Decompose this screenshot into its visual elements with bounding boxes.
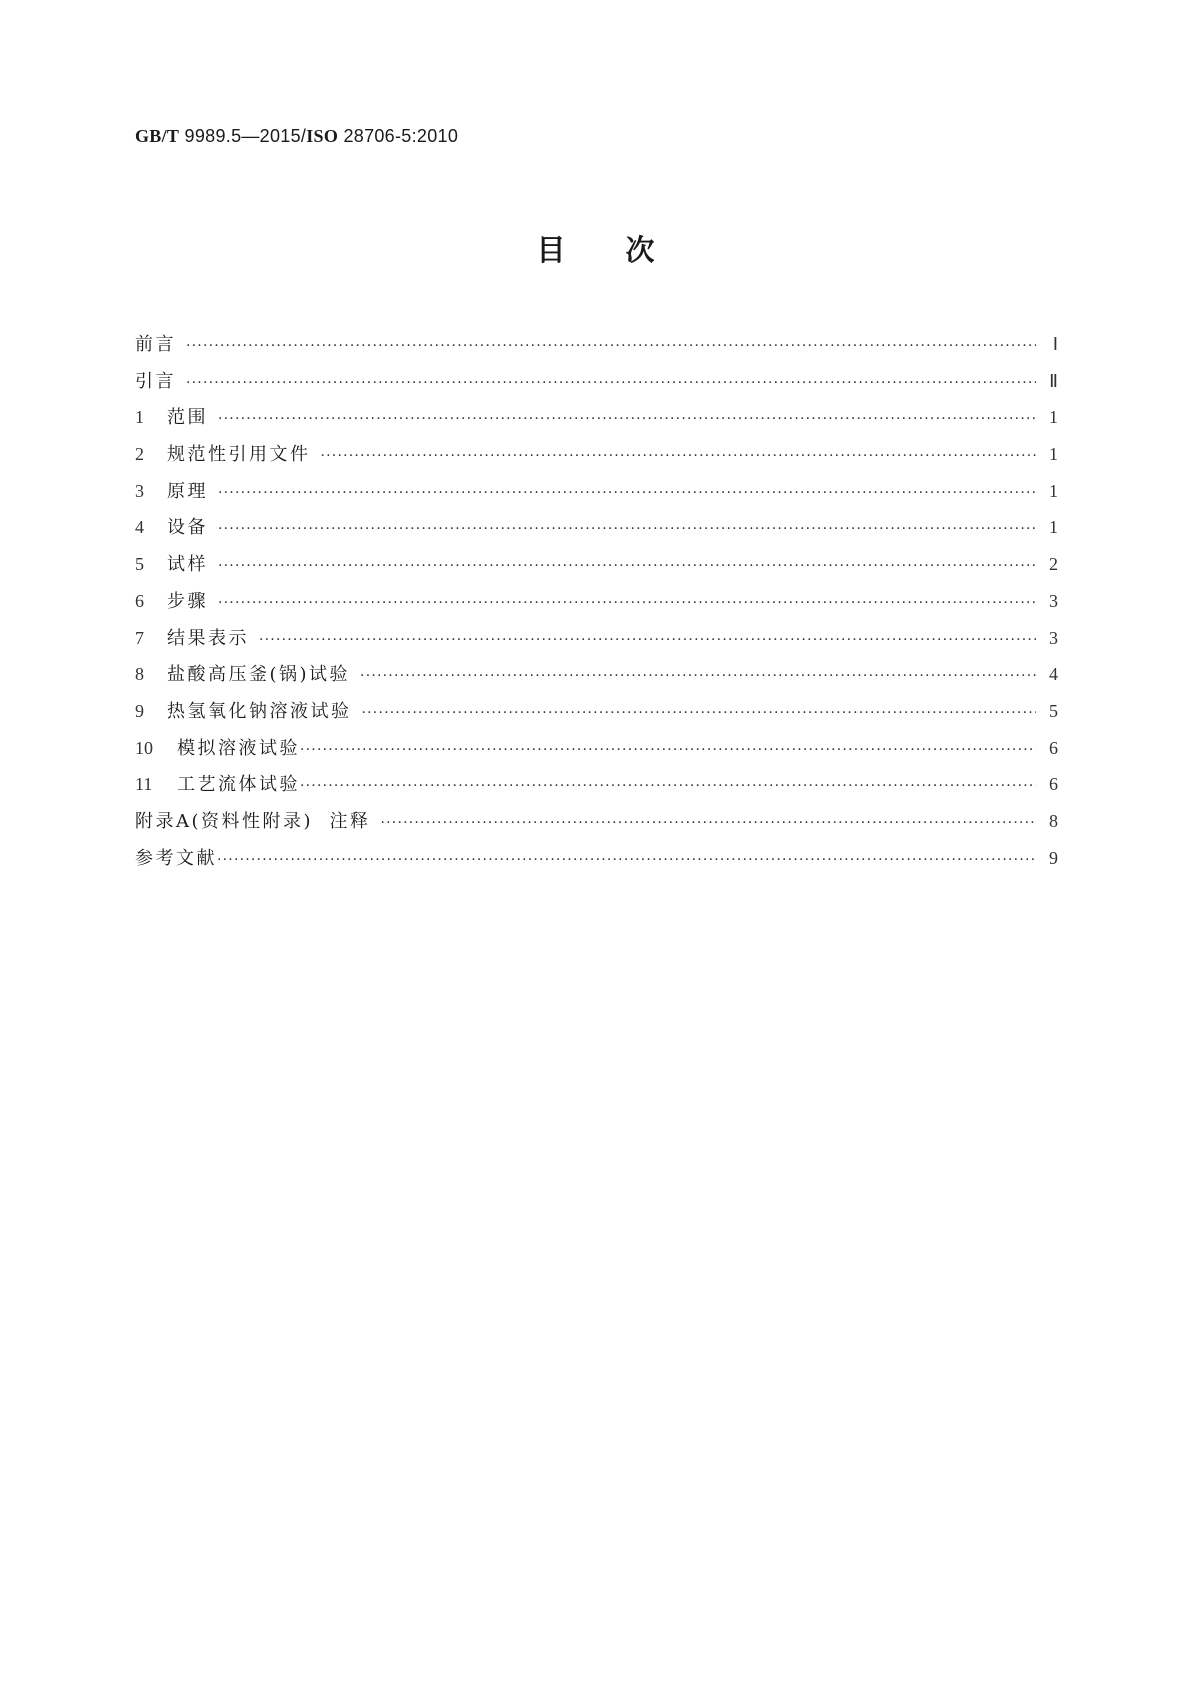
toc-section-number: 9 (135, 700, 144, 721)
toc-item-principle[interactable] (135, 473, 1058, 510)
toc-page-number: 8 (1049, 810, 1058, 831)
toc-page-number: 1 (1049, 444, 1058, 465)
iso-prefix: ISO (306, 126, 339, 146)
toc-label: 盐酸高压釜(锅)试验 (167, 664, 351, 686)
toc-item-apparatus[interactable] (135, 509, 1058, 546)
toc-section-number: 6 (135, 590, 144, 611)
toc-label: 工艺流体试验 (177, 774, 300, 796)
standard-number (135, 126, 458, 147)
toc-page-number: 1 (1049, 480, 1058, 501)
toc-leader (360, 658, 1036, 695)
toc-label: 参考文献 (135, 847, 217, 869)
toc-leader (218, 475, 1036, 512)
toc-leader (362, 695, 1037, 732)
table-of-contents (135, 326, 1058, 876)
toc-page-number: 2 (1049, 554, 1058, 575)
toc-item-bibliography[interactable] (135, 840, 1058, 877)
toc-item-naoh-solution-test[interactable] (135, 693, 1058, 730)
toc-label: 步骤 (167, 590, 208, 612)
toc-leader (186, 365, 1036, 402)
toc-item-annex-a[interactable] (135, 803, 1058, 840)
toc-section-number: 4 (135, 517, 144, 538)
toc-section-number: 8 (135, 664, 144, 685)
toc-leader (186, 328, 1036, 365)
toc-page-number: Ⅱ (1049, 370, 1058, 391)
toc-label: 原理 (167, 480, 208, 502)
toc-item-normative-references[interactable] (135, 436, 1058, 473)
toc-item-process-fluid-test[interactable] (135, 766, 1058, 803)
toc-page-number: 9 (1049, 847, 1058, 868)
toc-section-number: 10 (135, 737, 153, 758)
toc-leader (218, 585, 1036, 622)
toc-section-number: 2 (135, 444, 144, 465)
toc-page-number: 6 (1049, 737, 1058, 758)
toc-item-simulated-solution-test[interactable] (135, 730, 1058, 767)
toc-page-number: 4 (1049, 664, 1058, 685)
toc-leader (321, 438, 1037, 475)
toc-label: 前言 (135, 334, 176, 355)
toc-leader (218, 511, 1036, 548)
toc-section-number: 5 (135, 554, 144, 575)
toc-page-number: 5 (1049, 700, 1058, 721)
toc-label: 引言 (135, 370, 176, 392)
toc-item-test-specimens[interactable] (135, 546, 1058, 583)
toc-section-number: 3 (135, 480, 144, 501)
toc-item-hcl-autoclave-test[interactable] (135, 656, 1058, 693)
toc-item-introduction[interactable] (135, 363, 1058, 400)
toc-leader (381, 805, 1037, 842)
page-title: 目次 (536, 233, 715, 267)
toc-page-number: Ⅰ (1052, 334, 1058, 354)
toc-leader (217, 842, 1036, 879)
toc-page-number: 3 (1049, 590, 1058, 611)
toc-leader (259, 622, 1036, 659)
toc-page-number: 1 (1049, 407, 1058, 428)
toc-label: 热氢氧化钠溶液试验 (167, 700, 352, 722)
toc-leader (218, 548, 1036, 585)
iso-code: 28706-5:2010 (338, 126, 459, 146)
toc-leader (218, 401, 1036, 438)
toc-item-foreword[interactable] (135, 326, 1058, 363)
standard-code: 9989.5—2015/ (179, 126, 307, 146)
toc-label: 试样 (167, 554, 208, 576)
toc-label: 附录A(资料性附录) 注释 (135, 810, 371, 832)
toc-label: 范围 (167, 407, 208, 429)
toc-item-procedure[interactable] (135, 583, 1058, 620)
standard-prefix: GB/T (135, 126, 180, 146)
toc-item-scope[interactable] (135, 399, 1058, 436)
toc-page-number: 3 (1049, 627, 1058, 648)
toc-label: 规范性引用文件 (167, 444, 311, 466)
toc-label: 设备 (167, 517, 208, 539)
toc-section-number: 7 (135, 627, 144, 648)
toc-leader (300, 732, 1036, 769)
toc-section-number: 1 (135, 407, 144, 428)
toc-section-number: 11 (135, 774, 153, 795)
toc-item-expression-of-results[interactable] (135, 620, 1058, 657)
toc-label: 模拟溶液试验 (177, 737, 300, 759)
toc-page-number: 1 (1049, 517, 1058, 538)
toc-page-number: 6 (1049, 774, 1058, 795)
toc-label: 结果表示 (167, 627, 249, 649)
toc-leader (300, 768, 1036, 805)
